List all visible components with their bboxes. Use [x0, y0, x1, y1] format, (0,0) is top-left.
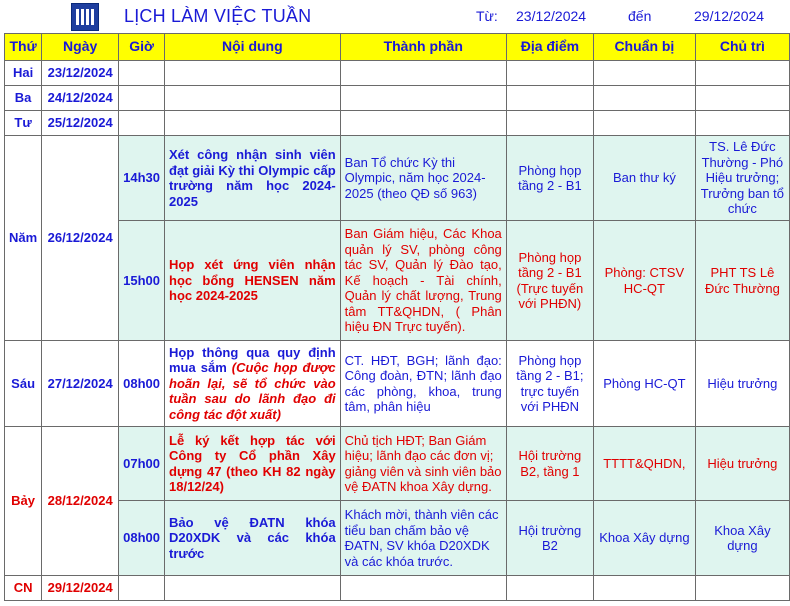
location-cell: Hội trường B2, tầng 1 — [506, 427, 593, 501]
from-date: 23/12/2024 — [516, 8, 587, 24]
table-row — [5, 136, 790, 221]
participants-cell: Ban Giám hiệu, Các Khoa quản lý SV, phòng công tác SV, Quản lý Đào tạo, Kế hoạch - Tài chính, Quản lý chất lượng, Trung tâm TT&QHDN, ( Phân hiệu ĐN Trực tuyến). — [340, 221, 506, 341]
schedule-table — [4, 33, 790, 601]
participants-cell: Ban Tổ chức Kỳ thi Olympic, năm học 2024-2025 (theo QĐ số 963) — [340, 136, 506, 221]
chair-cell: Khoa Xây dựng — [695, 501, 789, 576]
prep-cell: TTTT&QHDN, — [594, 427, 696, 501]
date-cell: 24/12/2024 — [42, 86, 119, 111]
location-cell: Phòng họp tầng 2 - B1 — [506, 136, 593, 221]
table-row — [5, 221, 790, 341]
col-header-gio: Giờ — [119, 34, 165, 61]
prep-cell: Phòng HC-QT — [594, 341, 696, 427]
time-cell: 07h00 — [119, 427, 165, 501]
col-header-ngay: Ngày — [42, 34, 119, 61]
time-cell: 08h00 — [119, 501, 165, 576]
to-date: 29/12/2024 — [694, 8, 765, 24]
header — [0, 0, 790, 34]
day-cell: Sáu — [5, 341, 42, 427]
col-header-chuan-bi: Chuẩn bị — [594, 34, 696, 61]
day-cell: Bảy — [5, 427, 42, 576]
col-header-thu: Thứ — [5, 34, 42, 61]
prep-cell: Ban thư ký — [594, 136, 696, 221]
chair-cell: TS. Lê Đức Thường - Phó Hiệu trưởng; Trưởng ban tổ chức — [695, 136, 789, 221]
table-row — [5, 427, 790, 501]
date-cell: 27/12/2024 — [42, 341, 119, 427]
day-cell: Hai — [5, 61, 42, 86]
time-cell: 15h00 — [119, 221, 165, 341]
prep-cell: Phòng: CTSV HC-QT — [594, 221, 696, 341]
date-cell: 23/12/2024 — [42, 61, 119, 86]
day-cell: Ba — [5, 86, 42, 111]
content-cell: Bảo vệ ĐATN khóa D20XDK và các khóa trước — [165, 501, 341, 576]
chair-cell: Hiệu trưởng — [695, 341, 789, 427]
date-cell: 29/12/2024 — [42, 576, 119, 601]
date-cell: 28/12/2024 — [42, 427, 119, 576]
to-label: đến — [628, 8, 652, 24]
content-cell: Lễ ký kết hợp tác với Công ty Cổ phần Xây dựng 47 (theo KH 82 ngày 18/12/24) — [165, 427, 341, 501]
table-row — [5, 501, 790, 576]
location-cell: Phòng họp tầng 2 - B1; trực tuyến với PHĐN — [506, 341, 593, 427]
location-cell: Phòng họp tầng 2 - B1 (Trực tuyến với PHĐN) — [506, 221, 593, 341]
col-header-dia-diem: Địa điểm — [506, 34, 593, 61]
chair-cell: PHT TS Lê Đức Thường — [695, 221, 789, 341]
col-header-thanh-phan: Thành phần — [340, 34, 506, 61]
table-row — [5, 576, 790, 601]
header-row — [5, 34, 790, 61]
participants-cell: CT. HĐT, BGH; lãnh đạo: Công đoàn, ĐTN; lãnh đạo các phòng, khoa, trung tâm, phân hiệu — [340, 341, 506, 427]
content-cell — [165, 341, 341, 427]
day-cell: CN — [5, 576, 42, 601]
content-cell: Xét công nhận sinh viên đạt giải Kỳ thi Olympic cấp trường năm học 2024-2025 — [165, 136, 341, 221]
table-row — [5, 341, 790, 427]
col-header-noi-dung: Nội dung — [165, 34, 341, 61]
page-title: LỊCH LÀM VIỆC TUẦN — [124, 6, 312, 26]
postponed-note: (Cuộc họp được hoãn lại, sẽ tổ chức vào tuần sau do lãnh đạo đi công tác đột xuất) — [169, 360, 336, 422]
date-cell: 25/12/2024 — [42, 111, 119, 136]
date-cell: 26/12/2024 — [42, 136, 119, 341]
participants-cell: Chủ tịch HĐT; Ban Giám hiệu; lãnh đạo các đơn vị; giảng viên và sinh viên bảo vệ ĐATN khoa Xây dựng. — [340, 427, 506, 501]
table-row — [5, 61, 790, 86]
time-cell: 08h00 — [119, 341, 165, 427]
day-cell: Năm — [5, 136, 42, 341]
day-cell: Tư — [5, 111, 42, 136]
prep-cell: Khoa Xây dựng — [594, 501, 696, 576]
content-cell: Họp xét ứng viên nhận học bổng HENSEN năm học 2024-2025 — [165, 221, 341, 341]
table-row — [5, 111, 790, 136]
col-header-chu-tri: Chủ trì — [695, 34, 789, 61]
chair-cell: Hiệu trưởng — [695, 427, 789, 501]
participants-cell: Khách mời, thành viên các tiểu ban chấm bảo vệ ĐATN, SV khóa D20XDK và các khóa trước. — [340, 501, 506, 576]
table-row — [5, 86, 790, 111]
time-cell: 14h30 — [119, 136, 165, 221]
logo-icon — [71, 3, 99, 31]
from-label: Từ: — [476, 8, 498, 24]
location-cell: Hội trường B2 — [506, 501, 593, 576]
content-text: Họp thông qua quy định mua sắm — [169, 344, 336, 376]
